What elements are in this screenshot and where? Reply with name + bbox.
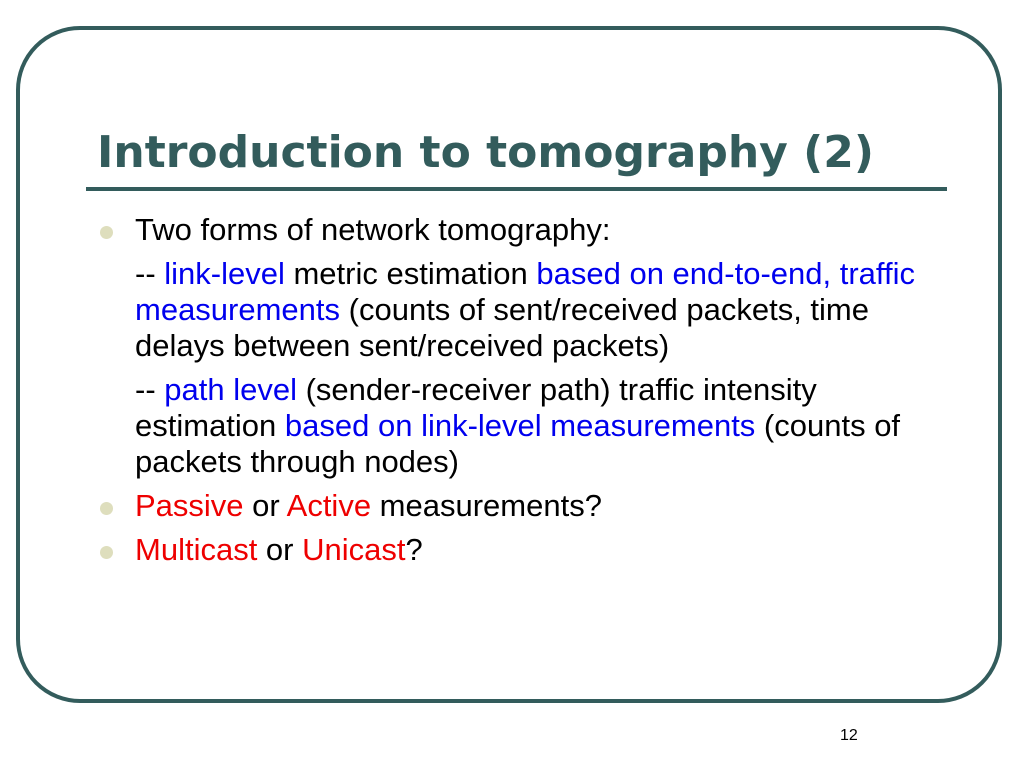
subitem-middle: (sender-receiver path) traffic intensity estimation — [135, 372, 817, 443]
subitem-rest: (counts of sent/received packets, time delays between sent/received packets) — [135, 292, 869, 363]
basis-link-level: based on link-level measurements — [284, 408, 756, 443]
slide-title: Introduction to tomography (2) — [97, 127, 875, 178]
bullet-rest: ? — [405, 532, 423, 567]
bullet-rest: measurements? — [371, 488, 602, 523]
subitem-prefix: -- — [135, 256, 165, 291]
bullet-dot-icon — [100, 502, 113, 515]
connector-or: or — [257, 532, 303, 567]
option-passive: Passive — [135, 488, 244, 523]
title-underline — [86, 187, 947, 191]
page-number: 12 — [840, 727, 858, 744]
option-unicast: Unicast — [302, 532, 406, 567]
bullet-network-tomography — [100, 212, 930, 480]
bullet-dot-icon — [100, 226, 113, 239]
subitem-rest: (counts of packets through nodes) — [135, 408, 901, 479]
subitem-middle: metric estimation — [284, 256, 537, 291]
term-link-level: link-level — [164, 256, 285, 291]
bullet-list — [100, 212, 930, 576]
subitem-path-level — [135, 372, 930, 480]
subitem-link-level — [135, 256, 930, 364]
bullet-dot-icon — [100, 546, 113, 559]
bullet-multicast-unicast — [100, 532, 930, 568]
connector-or: or — [243, 488, 287, 523]
option-active: Active — [286, 488, 372, 523]
subitem-prefix: -- — [135, 372, 165, 407]
basis-end-to-end: based on end-to-end, traffic measurements — [135, 256, 915, 327]
option-multicast: Multicast — [135, 532, 258, 567]
bullet-passive-active — [100, 488, 930, 524]
term-path-level: path level — [164, 372, 297, 407]
bullet-text: Two forms of network tomography: — [135, 212, 611, 247]
